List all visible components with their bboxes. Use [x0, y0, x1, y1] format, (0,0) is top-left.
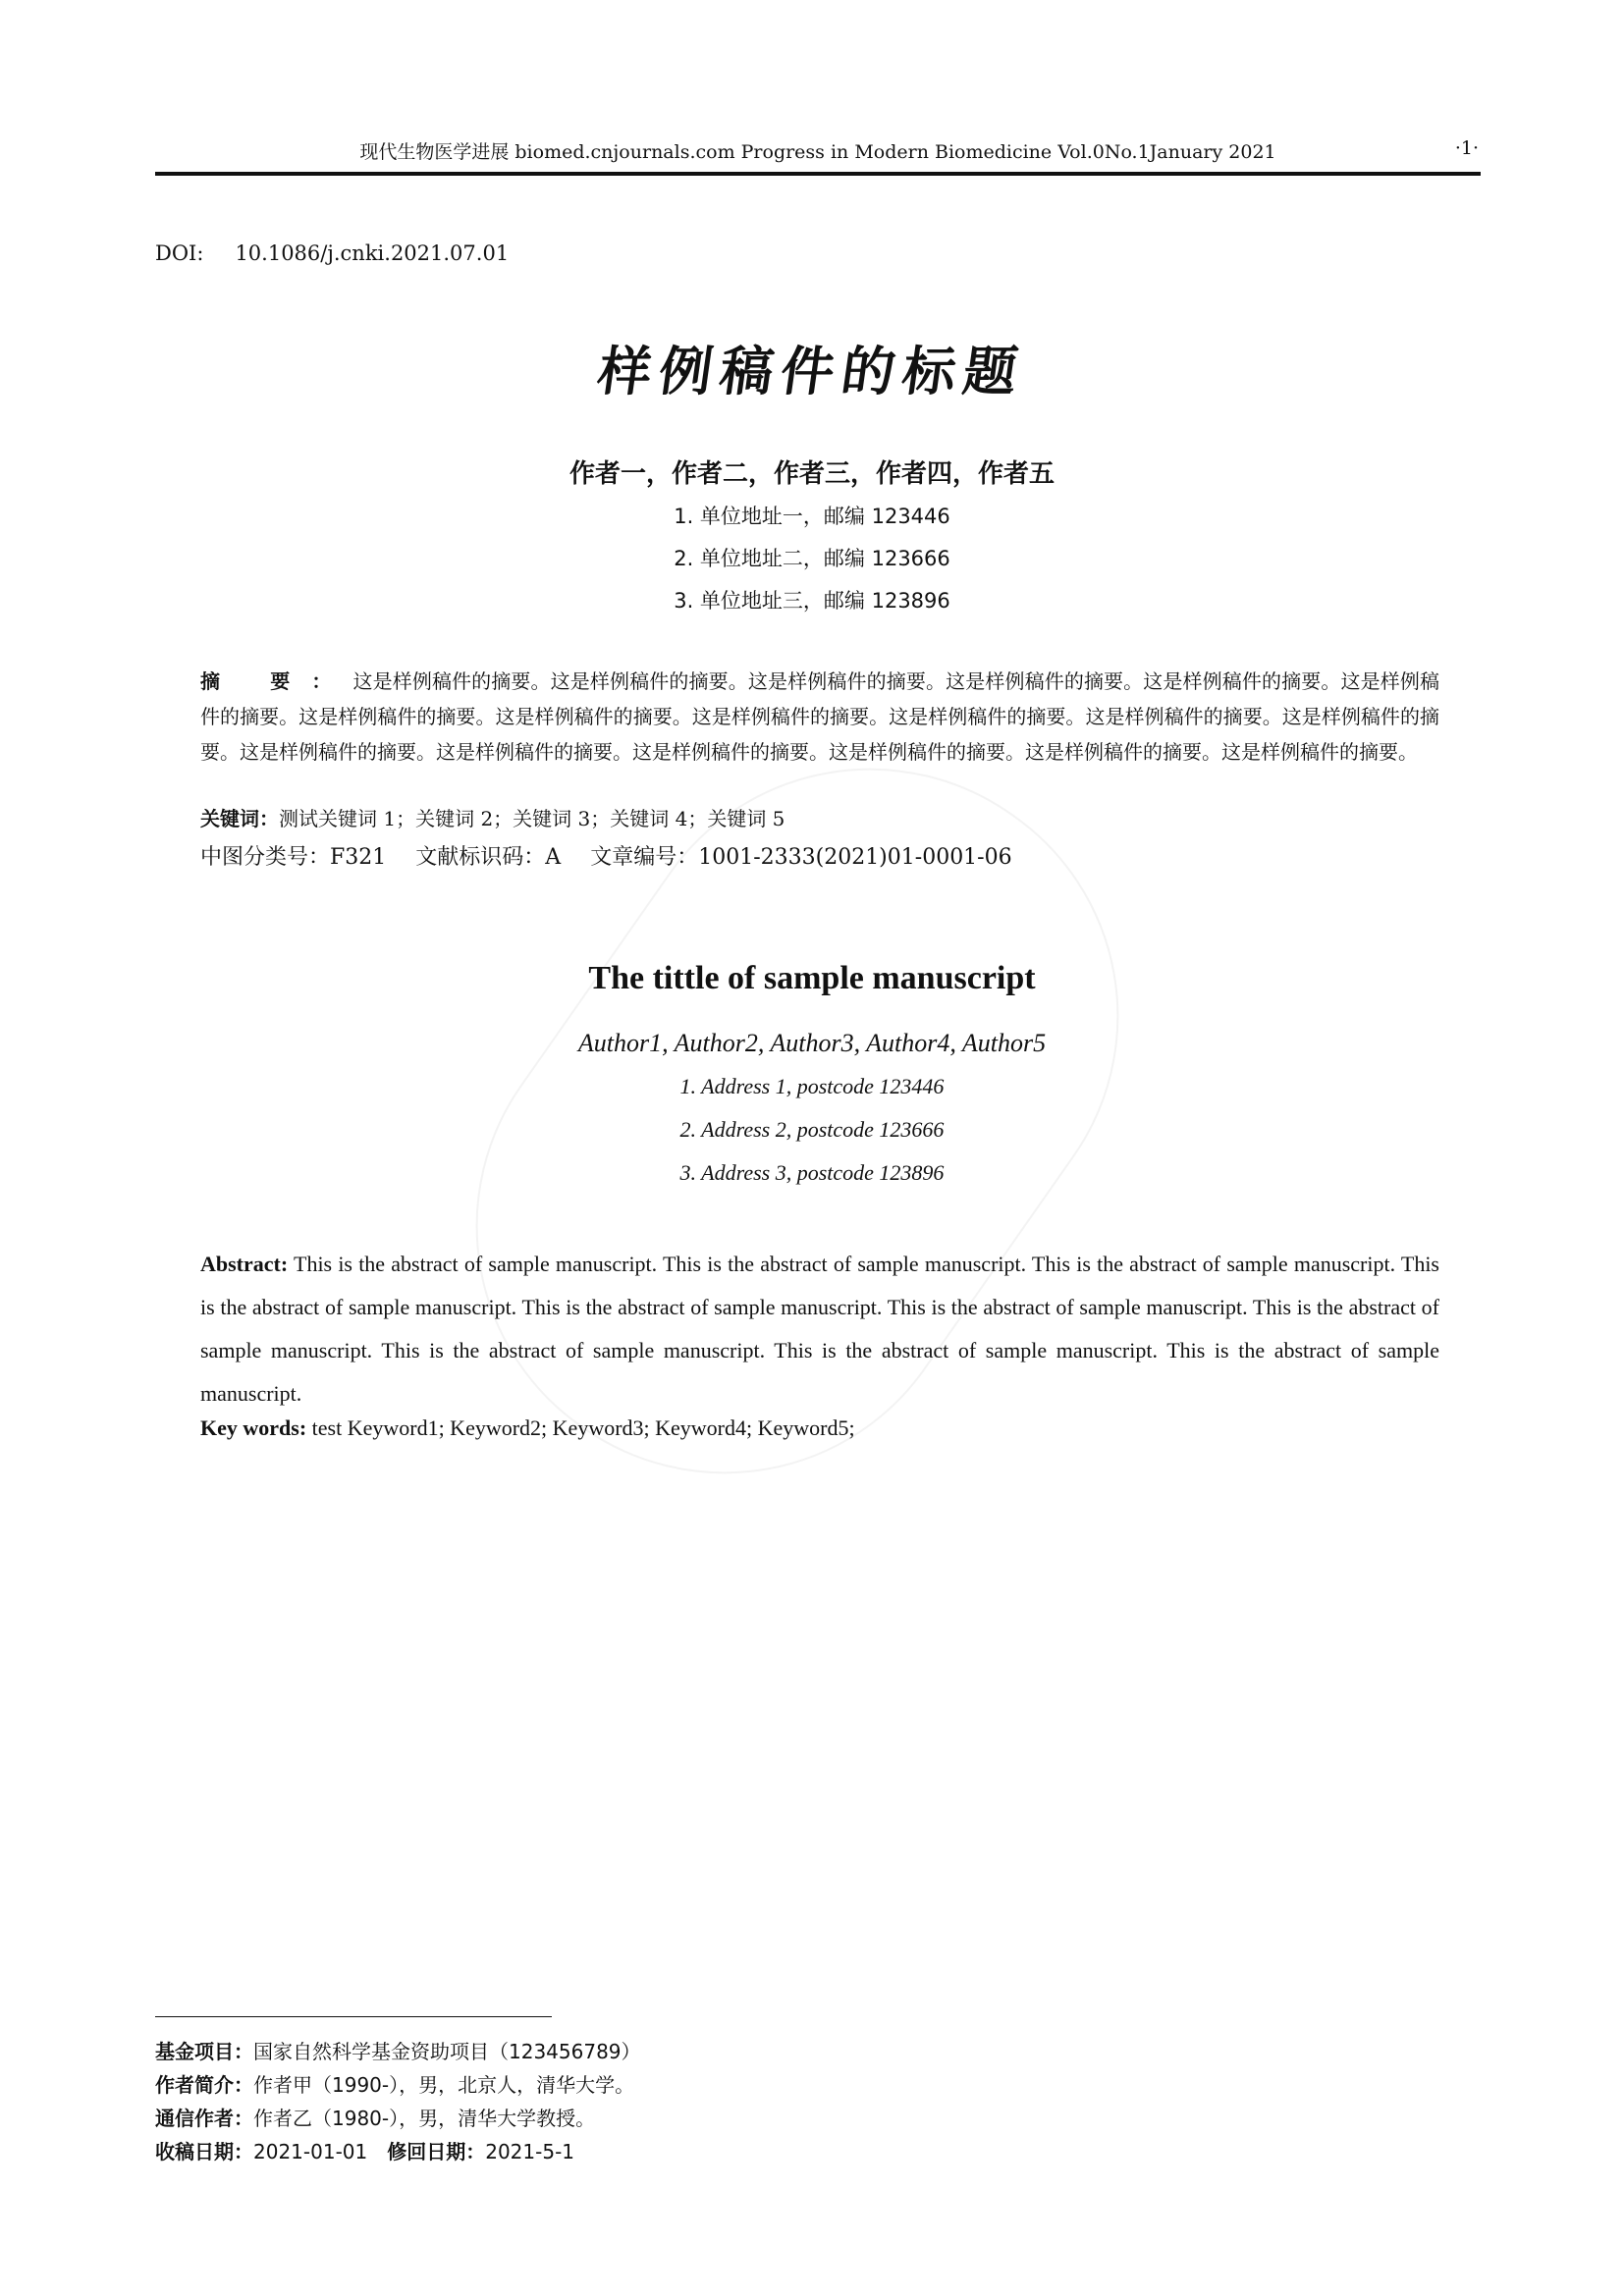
revised-label: 修回日期：: [387, 2140, 486, 2163]
en-affiliation: 1. Address 1, postcode 123446: [679, 1074, 945, 1098]
doc-code-label: 文献标识码：: [415, 845, 546, 870]
cn-authors: 作者一，作者二，作者三，作者四，作者五: [568, 459, 1055, 489]
en-abstract: [200, 1243, 1439, 1415]
en-abstract-text: This is the abstract of sample manuscript. This is the abstract of sample manuscript. This is the abstract of sample manuscript. This is the abstract of sample manuscript. This is the abstract of sample manuscript. This is the abstract of sample manuscript. This is the abstract of sample manuscript. This is the abstract of sample manuscript. This is the abstract of sample manuscript. This is the abstract of sample manuscript.: [200, 1252, 1439, 1406]
cn-affiliation: 1. 单位地址一，邮编 123446: [674, 505, 950, 528]
en-keywords: [200, 1415, 1439, 1441]
footnote-dates: [155, 2136, 1333, 2164]
corresponding-label: 通信作者：: [155, 2107, 253, 2130]
footnote-rule: [155, 2016, 552, 2017]
doc-code-value: A: [545, 845, 562, 870]
en-title: The tittle of sample manuscript: [588, 960, 1036, 996]
article-no-value: 1001-2333(2021)01-0001-06: [698, 845, 1012, 870]
author-bio-label: 作者简介：: [155, 2073, 253, 2097]
article-no-label: 文章编号：: [590, 845, 699, 870]
revised-value: 2021-5-1: [485, 2140, 575, 2163]
en-affiliation: 2. Address 2, postcode 123666: [679, 1117, 945, 1142]
clc-value: F321: [330, 845, 387, 870]
cn-abstract-label: 摘 要：: [200, 669, 353, 693]
en-abstract-label: Abstract:: [200, 1252, 289, 1276]
en-keywords-label: Key words:: [200, 1415, 307, 1440]
received-value: 2021-01-01: [253, 2140, 368, 2163]
footnote-author-bio: [155, 2069, 1333, 2098]
cn-keywords-label: 关键词：: [200, 807, 279, 830]
footnote-corresponding-author: [155, 2103, 1333, 2131]
received-label: 收稿日期：: [155, 2140, 253, 2163]
en-authors: Author1, Author2, Author3, Author4, Author5: [577, 1029, 1047, 1057]
cn-abstract-text: 这是样例稿件的摘要。这是样例稿件的摘要。这是样例稿件的摘要。这是样例稿件的摘要。这是样例稿件的摘要。这是样例稿件的摘要。这是样例稿件的摘要。这是样例稿件的摘要。这是样例稿件的摘要。这是样例稿件的摘要。这是样例稿件的摘要。这是样例稿件的摘要。这是样例稿件的摘要。这是样例稿件的摘要。这是样例稿件的摘要。这是样例稿件的摘要。这是样例稿件的摘要。这是样例稿件的摘要。: [200, 669, 1439, 764]
cn-title: 样例稿件的标题: [594, 340, 1030, 402]
fund-text: 国家自然科学基金资助项目（123456789）: [253, 2040, 641, 2063]
cn-keywords: [200, 803, 1439, 831]
cn-abstract: [200, 664, 1439, 770]
header-rule: [155, 172, 1481, 176]
doi-value: 10.1086/j.cnki.2021.07.01: [235, 241, 510, 265]
doi-label: DOI:: [155, 241, 204, 265]
clc-label: 中图分类号：: [200, 845, 331, 870]
doi-line: [155, 241, 509, 265]
en-keywords-text: test Keyword1; Keyword2; Keyword3; Keyword4; Keyword5;: [306, 1415, 855, 1440]
cn-affiliation: 2. 单位地址二，邮编 123666: [674, 547, 950, 570]
cn-affiliation: 3. 单位地址三，邮编 123896: [674, 589, 950, 613]
fund-label: 基金项目：: [155, 2040, 253, 2063]
page-number: ·1·: [1454, 137, 1479, 159]
cn-classification-line: [200, 840, 1439, 871]
cn-keywords-text: 测试关键词 1；关键词 2；关键词 3；关键词 4；关键词 5: [279, 807, 785, 830]
running-header: 现代生物医学进展 biomed.cnjournals.com Progress in Modern Biomedicine Vol.0No.1January 2021: [359, 141, 1276, 163]
footnote-fund: [155, 2036, 1333, 2064]
corresponding-text: 作者乙（1980-），男，清华大学教授。: [253, 2107, 596, 2130]
author-bio-text: 作者甲（1990-），男，北京人，清华大学。: [253, 2073, 635, 2097]
en-affiliation: 3. Address 3, postcode 123896: [679, 1160, 945, 1185]
